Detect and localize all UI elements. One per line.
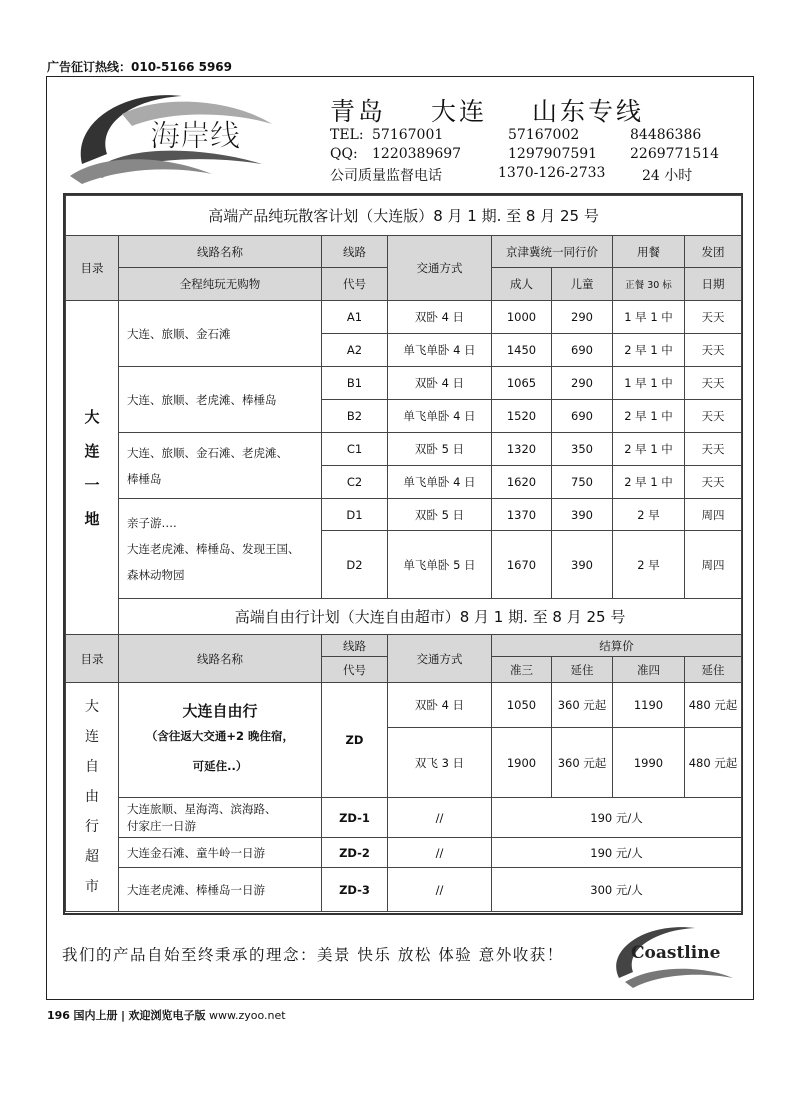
- hdr-meal-sub: 正餐 30 标: [613, 268, 685, 301]
- transport-cell: 双卧 4 日: [388, 367, 492, 400]
- child-cell: 390: [552, 499, 613, 531]
- page-footer: [47, 1007, 286, 1023]
- code-cell: A2: [322, 334, 388, 367]
- code-cell: A1: [322, 301, 388, 334]
- meal-cell: 2 早 1 中: [613, 466, 685, 499]
- coastline-logo: [62, 84, 308, 188]
- coast-logo-text: Coastline: [631, 943, 721, 963]
- std3-cell: 1050: [492, 683, 552, 728]
- hdr2-price-group: 结算价: [492, 635, 742, 657]
- coastline-badge-logo: [605, 920, 737, 990]
- code-cell: B1: [322, 367, 388, 400]
- free-code: ZD: [322, 683, 388, 798]
- slogan: 我们的产品自始至终秉承的理念：美景 快乐 放松 体验 意外收获！: [62, 946, 564, 964]
- price-table: [65, 195, 742, 912]
- footer-separator: |: [120, 1009, 125, 1022]
- region-dalian: [66, 301, 119, 635]
- std4-cell: 1190: [613, 683, 685, 728]
- region-char: 一: [84, 475, 100, 494]
- meal-cell: 2 早 1 中: [613, 334, 685, 367]
- tel-2: 57167002: [508, 127, 580, 143]
- depart-cell: 周四: [685, 499, 742, 531]
- meal-cell: 1 早 1 中: [613, 301, 685, 334]
- region-char: 地: [84, 509, 100, 528]
- day-tour-route: 大连金石滩、童牛岭一日游: [119, 838, 322, 868]
- hdr2-catalog: 目录: [66, 635, 119, 683]
- day-tour-price: 190 元/人: [492, 838, 742, 868]
- title-shandong: 山东专线: [531, 97, 644, 126]
- route-line: 亲子游….: [127, 515, 177, 530]
- hdr2-std4: 准四: [613, 657, 685, 683]
- hdr2-ext1: 延住: [552, 657, 613, 683]
- code-cell: D2: [322, 531, 388, 599]
- free-travel-cell: [119, 683, 322, 798]
- ext2-cell: 480 元起: [685, 683, 742, 728]
- adult-cell: 1670: [492, 531, 552, 599]
- route-line: 大连老虎滩、棒棰岛、发现王国、: [127, 541, 300, 556]
- day-tour-route: [119, 798, 322, 838]
- hdr2-ext2: 延住: [685, 657, 742, 683]
- hdr2-transport: 交通方式: [388, 635, 492, 683]
- qq-label: QQ:: [330, 146, 358, 162]
- section2-title: 高端自由行计划（大连自由超市）8 月 1 期. 至 8 月 25 号: [119, 599, 742, 635]
- route-line: 棒棰岛: [127, 471, 162, 486]
- hdr-depart-1: 发团: [685, 236, 742, 268]
- transport-cell: 单飞单卧 4 日: [388, 466, 492, 499]
- child-cell: 690: [552, 334, 613, 367]
- adult-cell: 1520: [492, 400, 552, 433]
- code-cell: B2: [322, 400, 388, 433]
- region-char: 超: [85, 849, 99, 865]
- region-char: 大: [85, 699, 99, 715]
- route-c: [119, 433, 322, 499]
- child-cell: 290: [552, 301, 613, 334]
- child-cell: 750: [552, 466, 613, 499]
- ext1-cell: 360 元起: [552, 728, 613, 798]
- hdr-code-1: 线路: [322, 236, 388, 268]
- supervise-phone: 1370-126-2733: [498, 165, 606, 181]
- hdr-transport: 交通方式: [388, 236, 492, 301]
- hdr2-code-1: 线路: [322, 635, 388, 657]
- route-line: 大连、旅顺、金石滩、老虎滩、: [127, 445, 288, 460]
- transport-cell: 双飞 3 日: [388, 728, 492, 798]
- transport-cell: 双卧 5 日: [388, 499, 492, 531]
- depart-cell: 周四: [685, 531, 742, 599]
- hdr-price-group: 京津冀统一同行价: [492, 236, 613, 268]
- day-tour-transport: //: [388, 838, 492, 868]
- depart-cell: 天天: [685, 367, 742, 400]
- depart-cell: 天天: [685, 466, 742, 499]
- child-cell: 290: [552, 367, 613, 400]
- ext2-cell: 480 元起: [685, 728, 742, 798]
- transport-cell: 单飞单卧 4 日: [388, 400, 492, 433]
- transport-cell: 单飞单卧 4 日: [388, 334, 492, 367]
- route-b: 大连、旅顺、老虎滩、棒棰岛: [119, 367, 322, 433]
- tel-label: TEL:: [330, 127, 364, 143]
- hdr2-route-name: 线路名称: [119, 635, 322, 683]
- hdr-child: 儿童: [552, 268, 613, 301]
- hdr-code-2: 代号: [322, 268, 388, 301]
- day-tour-price: 300 元/人: [492, 868, 742, 912]
- transport-cell: 单飞单卧 5 日: [388, 531, 492, 599]
- adult-cell: 1320: [492, 433, 552, 466]
- title-dalian: 大连: [430, 97, 487, 126]
- logo-text: 海岸线: [150, 119, 240, 154]
- meal-cell: 2 早 1 中: [613, 433, 685, 466]
- code-cell: C2: [322, 466, 388, 499]
- section1-title: 高端产品纯玩散客计划（大连版）8 月 1 期. 至 8 月 25 号: [66, 196, 742, 236]
- page-number: 196: [47, 1009, 70, 1022]
- day-tour-transport: //: [388, 868, 492, 912]
- transport-cell: 双卧 5 日: [388, 433, 492, 466]
- std3-cell: 1900: [492, 728, 552, 798]
- footer-welcome: 欢迎浏览电子版: [128, 1009, 206, 1022]
- meal-cell: 2 早: [613, 531, 685, 599]
- transport-cell: 双卧 4 日: [388, 301, 492, 334]
- hdr2-code-2: 代号: [322, 657, 388, 683]
- region-char: 自: [85, 759, 99, 775]
- depart-cell: 天天: [685, 334, 742, 367]
- route-a: 大连、旅顺、金石滩: [119, 301, 322, 367]
- adult-cell: 1450: [492, 334, 552, 367]
- day-tour-price: 190 元/人: [492, 798, 742, 838]
- meal-cell: 1 早 1 中: [613, 367, 685, 400]
- region-char: 市: [85, 879, 99, 895]
- route-line: 大连旅顺、星海湾、滨海路、: [127, 801, 277, 816]
- day-tour-route: 大连老虎滩、棒棰岛一日游: [119, 868, 322, 912]
- free-sub-2: 可延住..）: [192, 758, 248, 773]
- meal-cell: 2 早 1 中: [613, 400, 685, 433]
- supervise-hours: 24 小时: [642, 168, 693, 184]
- adult-cell: 1000: [492, 301, 552, 334]
- region-char: 连: [84, 441, 100, 460]
- header-title: [330, 92, 678, 128]
- std4-cell: 1990: [613, 728, 685, 798]
- hdr-meal: 用餐: [613, 236, 685, 268]
- depart-cell: 天天: [685, 400, 742, 433]
- ext1-cell: 360 元起: [552, 683, 613, 728]
- route-line: 付家庄一日游: [127, 818, 196, 833]
- day-tour-code: ZD-2: [322, 838, 388, 868]
- region-char: 连: [85, 729, 99, 745]
- qq-2: 1297907591: [508, 146, 598, 162]
- depart-cell: 天天: [685, 301, 742, 334]
- hdr-depart-2: 日期: [685, 268, 742, 301]
- region-char: 由: [85, 789, 99, 805]
- supervise-label: 公司质量监督电话: [330, 168, 442, 184]
- hdr-adult: 成人: [492, 268, 552, 301]
- price-table-box: [63, 193, 743, 915]
- day-tour-transport: //: [388, 798, 492, 838]
- hdr2-std3: 准三: [492, 657, 552, 683]
- adult-cell: 1370: [492, 499, 552, 531]
- tel-3: 84486386: [630, 127, 702, 143]
- hdr-route-sub: 全程纯玩无购物: [119, 268, 322, 301]
- tel-1: 57167001: [372, 127, 444, 143]
- depart-cell: 天天: [685, 433, 742, 466]
- hdr-route-name: 线路名称: [119, 236, 322, 268]
- adult-cell: 1065: [492, 367, 552, 400]
- free-sub-1: （含往返大交通+2 晚住宿，: [145, 728, 295, 743]
- region-free-market: [66, 683, 119, 912]
- ad-hotline: 广告征订热线：010-5166 5969: [47, 60, 233, 74]
- route-line: 森林动物园: [127, 567, 185, 582]
- day-tour-code: ZD-3: [322, 868, 388, 912]
- footer-site[interactable]: www.zyoo.net: [209, 1009, 286, 1022]
- child-cell: 350: [552, 433, 613, 466]
- region-char: 行: [85, 819, 99, 835]
- qq-3: 2269771514: [630, 146, 720, 162]
- transport-cell: 双卧 4 日: [388, 683, 492, 728]
- free-title: 大连自由行: [182, 701, 258, 720]
- hdr-catalog: 目录: [66, 236, 119, 301]
- qq-1: 1220389697: [372, 146, 462, 162]
- meal-cell: 2 早: [613, 499, 685, 531]
- book-name: 国内上册: [73, 1009, 118, 1022]
- route-d: [119, 499, 322, 599]
- code-cell: C1: [322, 433, 388, 466]
- region-char: 大: [84, 407, 100, 426]
- title-qingdao: 青岛: [330, 97, 387, 126]
- child-cell: 390: [552, 531, 613, 599]
- day-tour-code: ZD-1: [322, 798, 388, 838]
- child-cell: 690: [552, 400, 613, 433]
- code-cell: D1: [322, 499, 388, 531]
- adult-cell: 1620: [492, 466, 552, 499]
